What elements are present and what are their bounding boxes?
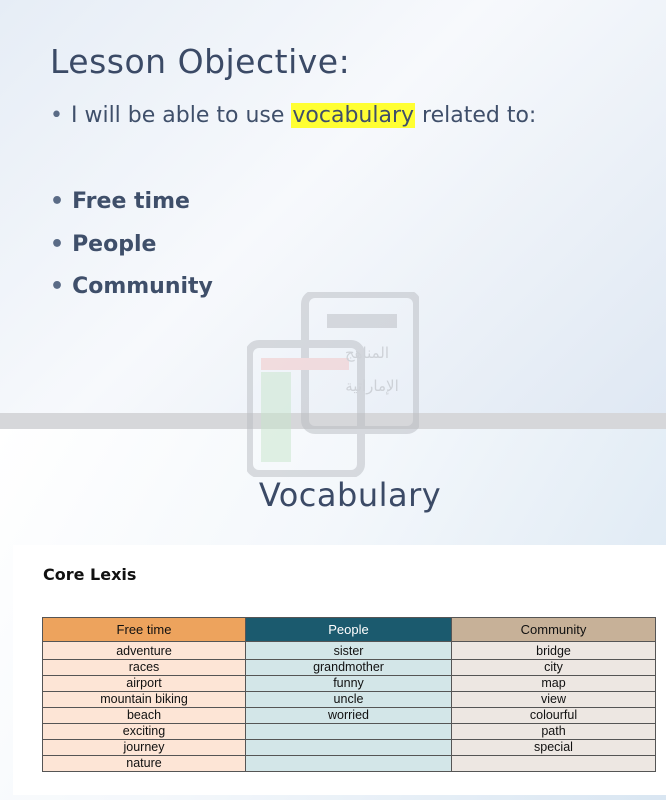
topic-label: Free time [72,189,190,214]
table-row [43,740,656,756]
topic-community [50,274,213,299]
free-time-cell: journey [43,740,246,756]
table-row [43,676,656,692]
table-row [43,708,656,724]
table-row [43,724,656,740]
free-time-cell: adventure [43,642,246,660]
community-cell: bridge [452,642,656,660]
community-cell: map [452,676,656,692]
people-cell: sister [246,642,452,660]
community-cell [452,756,656,772]
header-people: People [246,618,452,642]
free-time-cell: airport [43,676,246,692]
table-row [43,642,656,660]
table-row [43,756,656,772]
free-time-cell: nature [43,756,246,772]
people-cell: grandmother [246,660,452,676]
core-lexis-card [13,545,666,795]
table-body [43,642,656,772]
bullet-icon: • [50,232,65,257]
lesson-objective-title: Lesson Objective: [50,42,351,81]
vocabulary-highlight: vocabulary [292,103,415,128]
objective-statement [50,103,536,128]
watermark-text-line2: الإماراتية [345,377,399,395]
community-cell: colourful [452,708,656,724]
table-header-row [43,618,656,642]
intro-text-before: I will be able to use [70,103,292,128]
community-cell: special [452,740,656,756]
watermark-logo-icon [247,292,419,477]
vocabulary-table [42,617,656,772]
people-cell: worried [246,708,452,724]
bullet-icon: • [50,103,63,128]
topic-label: People [72,232,157,257]
header-free-time: Free time [43,618,246,642]
people-cell [246,740,452,756]
bullet-icon: • [50,189,65,214]
table-row [43,692,656,708]
people-cell: funny [246,676,452,692]
free-time-cell: exciting [43,724,246,740]
header-community: Community [452,618,656,642]
people-cell [246,724,452,740]
bullet-icon: • [50,274,65,299]
vocabulary-title: Vocabulary [258,476,442,514]
free-time-cell: races [43,660,246,676]
topic-free-time [50,189,190,214]
table-row [43,660,656,676]
watermark-text-line1: المناهج [344,344,390,362]
people-cell: uncle [246,692,452,708]
core-lexis-heading: Core Lexis [43,565,137,584]
community-cell: city [452,660,656,676]
free-time-cell: mountain biking [43,692,246,708]
free-time-cell: beach [43,708,246,724]
topic-people [50,232,156,257]
intro-text-after: related to: [415,103,537,128]
community-cell: path [452,724,656,740]
topic-label: Community [72,274,213,299]
community-cell: view [452,692,656,708]
people-cell [246,756,452,772]
